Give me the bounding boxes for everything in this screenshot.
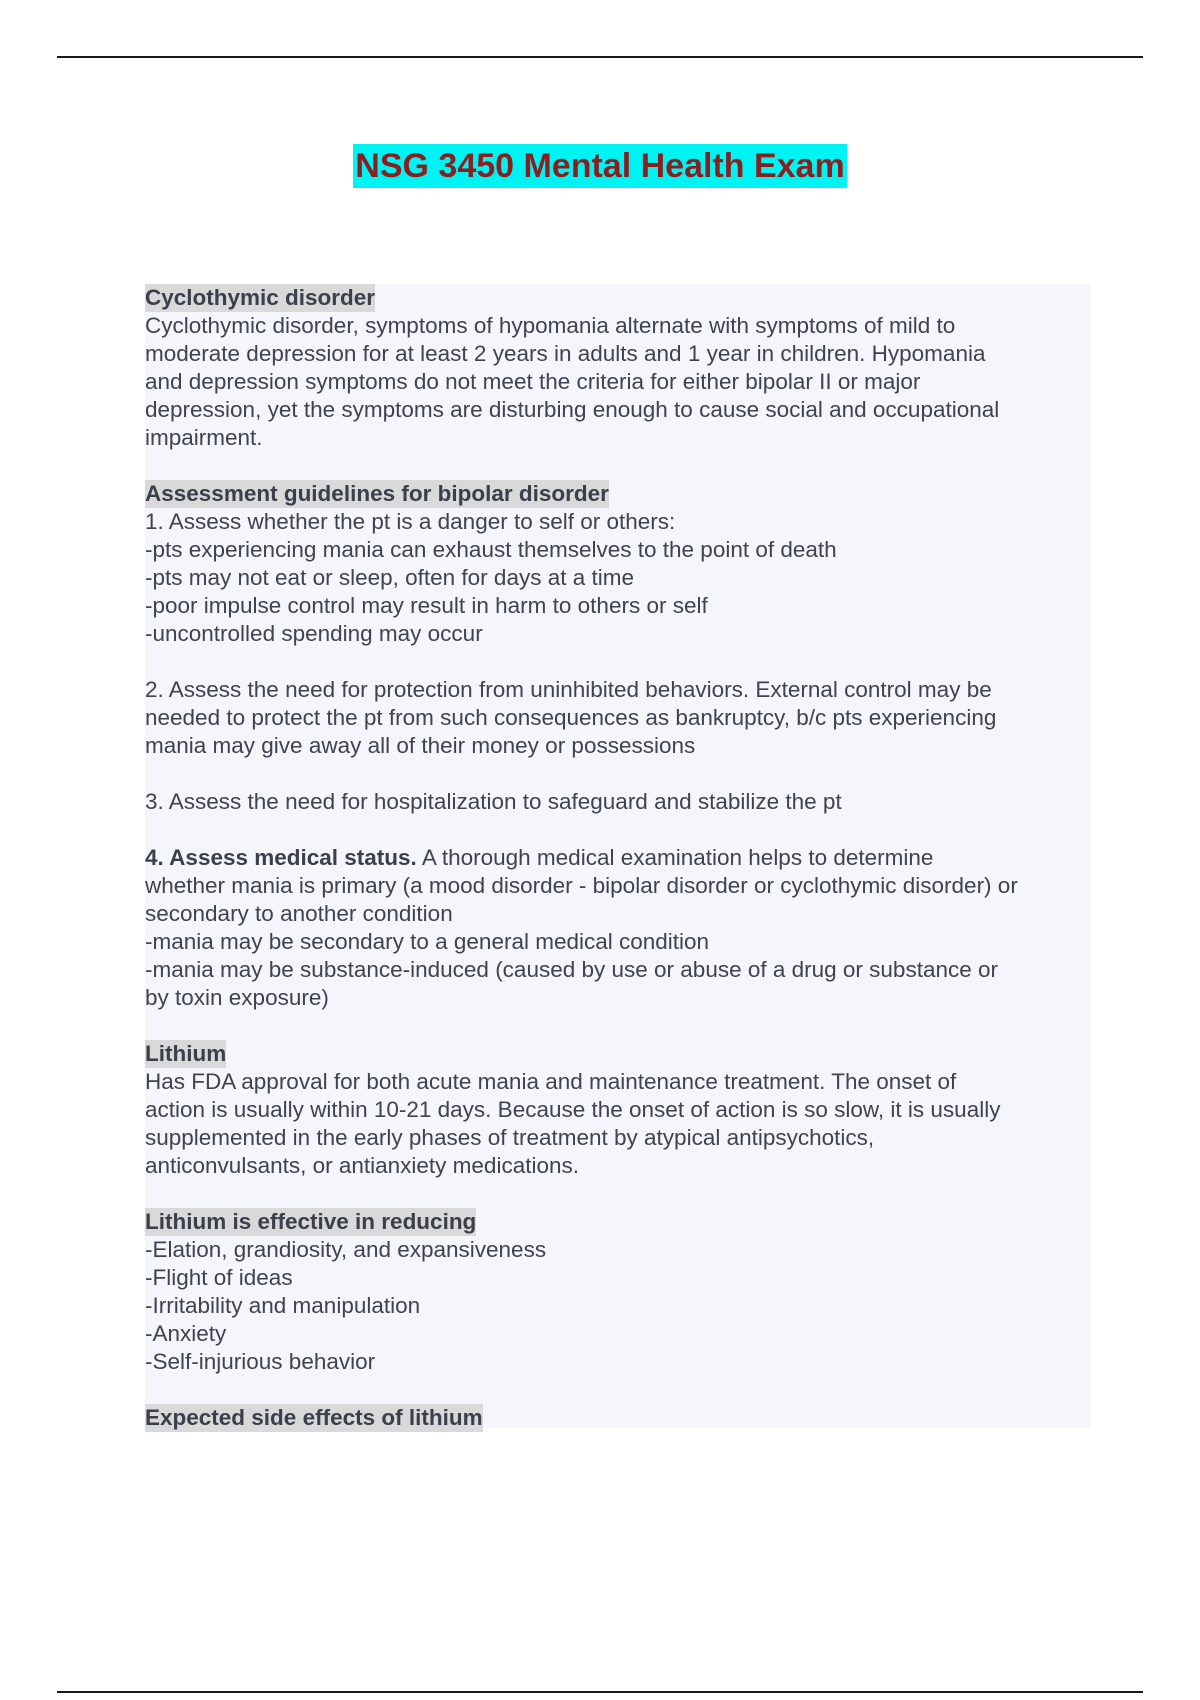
section-cyclothymic xyxy=(145,284,1091,452)
paragraph-line: Cyclothymic disorder, symptoms of hypomania alternate with symptoms of mild to xyxy=(145,313,956,338)
page-title: NSG 3450 Mental Health Exam xyxy=(353,144,846,188)
list-item: -Self-injurious behavior xyxy=(145,1349,376,1374)
list-line: secondary to another condition xyxy=(145,901,453,926)
spacer xyxy=(145,1376,1091,1404)
paragraph-line: anticonvulsants, or antianxiety medications. xyxy=(145,1153,579,1178)
list-line: -mania may be secondary to a general medical condition xyxy=(145,929,710,954)
list-line: -poor impulse control may result in harm to others or self xyxy=(145,593,708,618)
list-line: -pts experiencing mania can exhaust themselves to the point of death xyxy=(145,537,837,562)
list-line: mania may give away all of their money or possessions xyxy=(145,733,696,758)
list-line: 3. Assess the need for hospitalization to safeguard and stabilize the pt xyxy=(145,789,842,814)
document-body xyxy=(145,284,1091,1428)
header-rule xyxy=(57,56,1143,58)
list-line: whether mania is primary (a mood disorder - bipolar disorder or cyclothymic disorder) or xyxy=(145,873,1018,898)
list-line: -uncontrolled spending may occur xyxy=(145,621,483,646)
item4-rest: A thorough medical examination helps to determine xyxy=(416,845,934,870)
footer-rule xyxy=(57,1691,1143,1693)
list-line: -pts may not eat or sleep, often for days at a time xyxy=(145,565,634,590)
list-item: -Anxiety xyxy=(145,1321,227,1346)
list-line: needed to protect the pt from such consequences as bankruptcy, b/c pts experiencing xyxy=(145,705,997,730)
spacer xyxy=(145,816,1091,844)
title-wrapper xyxy=(0,144,1200,188)
heading-lithium: Lithium xyxy=(145,1041,227,1066)
heading-cyclothymic: Cyclothymic disorder xyxy=(145,285,376,310)
list-item: -Elation, grandiosity, and expansiveness xyxy=(145,1237,547,1262)
heading-lithium-effective: Lithium is effective in reducing xyxy=(145,1209,477,1234)
paragraph-line: supplemented in the early phases of treatment by atypical antipsychotics, xyxy=(145,1125,875,1150)
list-item: -Irritability and manipulation xyxy=(145,1293,421,1318)
spacer xyxy=(145,648,1091,676)
spacer xyxy=(145,1012,1091,1040)
section-side-effects xyxy=(145,1404,1091,1432)
list-item: -Flight of ideas xyxy=(145,1265,293,1290)
section-assessment xyxy=(145,480,1091,1012)
list-line-item4 xyxy=(145,844,1091,872)
list-line: -mania may be substance-induced (caused by use or abuse of a drug or substance or xyxy=(145,957,998,982)
paragraph-line: Has FDA approval for both acute mania and maintenance treatment. The onset of xyxy=(145,1069,957,1094)
list-line: 2. Assess the need for protection from uninhibited behaviors. External control may be xyxy=(145,677,992,702)
paragraph-line: moderate depression for at least 2 years in adults and 1 year in children. Hypomania xyxy=(145,341,986,366)
paragraph-line: action is usually within 10-21 days. Because the onset of action is so slow, it is usually xyxy=(145,1097,1001,1122)
list-line: 1. Assess whether the pt is a danger to self or others: xyxy=(145,509,676,534)
heading-assessment: Assessment guidelines for bipolar disorder xyxy=(145,481,609,506)
spacer xyxy=(145,1180,1091,1208)
spacer xyxy=(145,452,1091,480)
spacer xyxy=(145,760,1091,788)
section-lithium-effective xyxy=(145,1208,1091,1376)
paragraph-line: and depression symptoms do not meet the criteria for either bipolar II or major xyxy=(145,369,921,394)
paragraph-line: impairment. xyxy=(145,425,263,450)
section-lithium xyxy=(145,1040,1091,1180)
item4-lead: 4. Assess medical status. xyxy=(145,845,417,870)
paragraph-line: depression, yet the symptoms are disturbing enough to cause social and occupational xyxy=(145,397,1000,422)
list-line: by toxin exposure) xyxy=(145,985,329,1010)
heading-side-effects: Expected side effects of lithium xyxy=(145,1405,483,1430)
